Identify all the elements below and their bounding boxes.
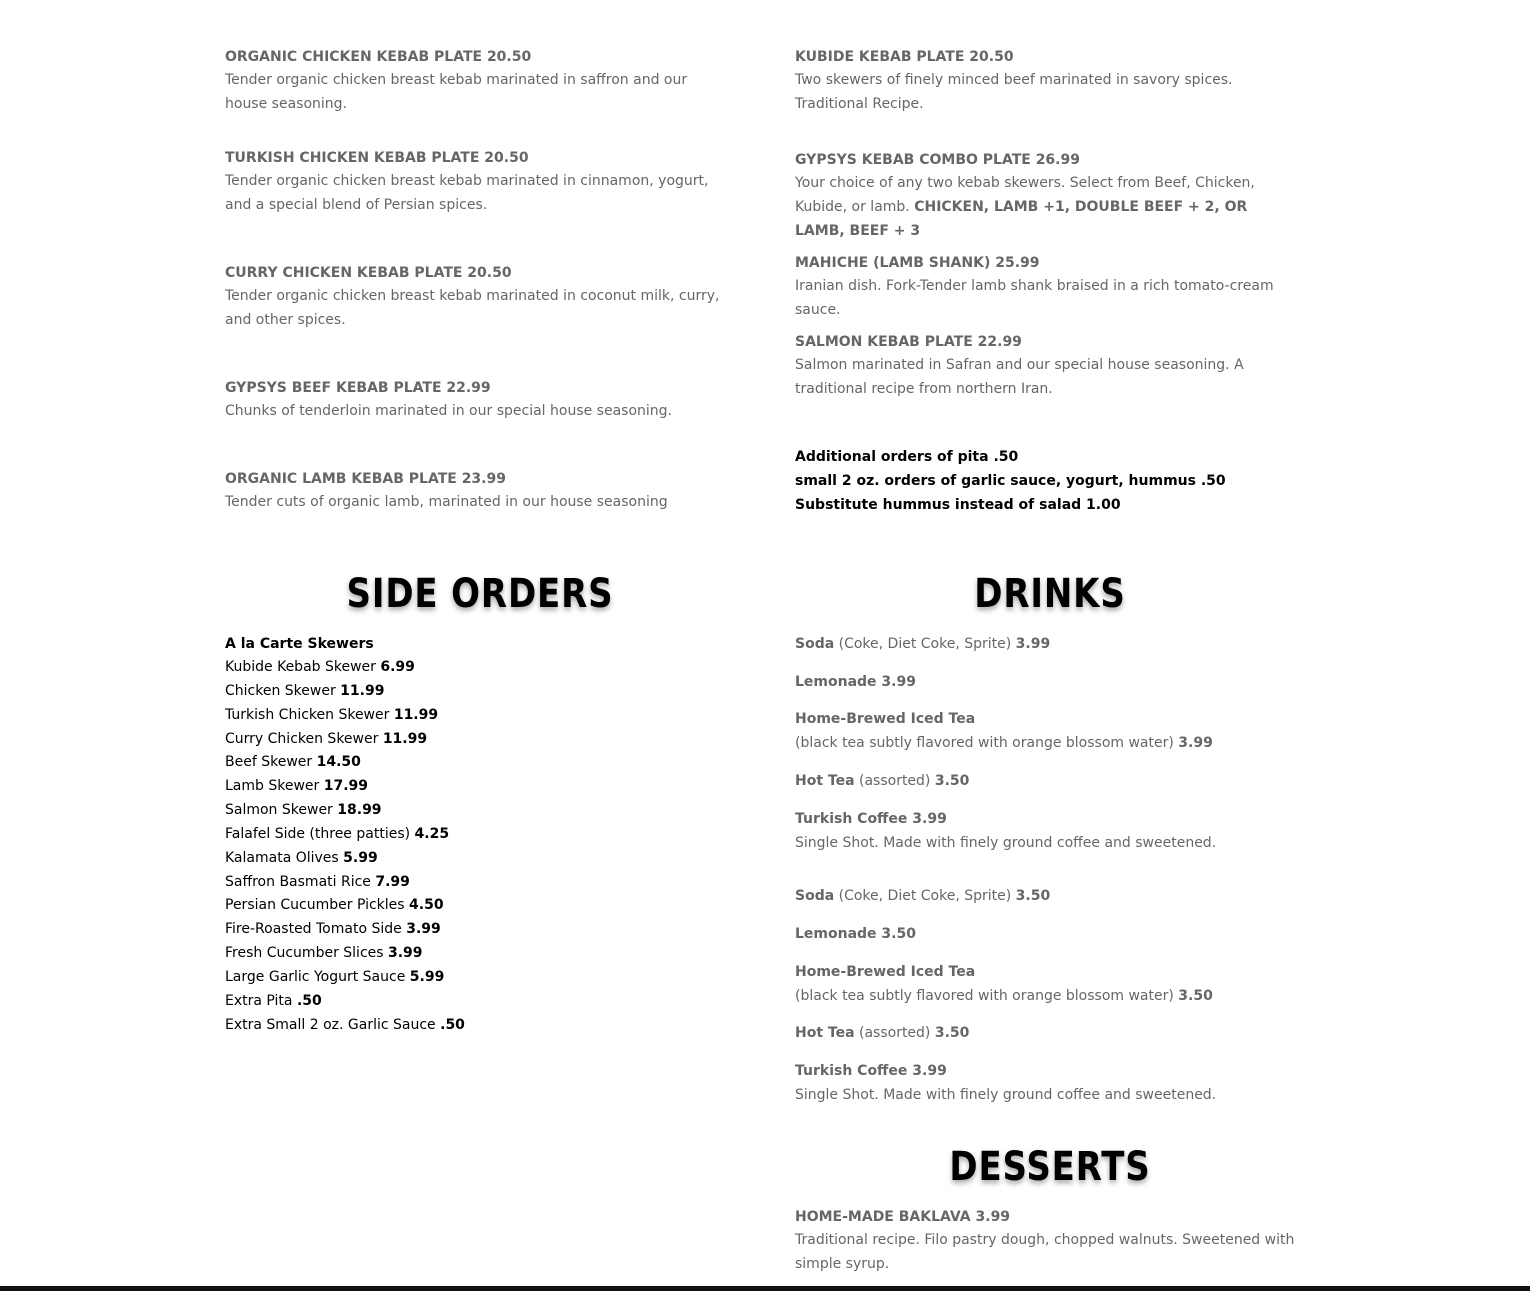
additional-notes (795, 445, 1295, 517)
item-name: Large Garlic Yogurt Sauce (225, 968, 410, 985)
list-item (225, 751, 725, 775)
item-price: .50 (296, 992, 322, 1009)
menu-item (795, 332, 1295, 401)
dish-description-text: Your choice of any two kebab skewers. Select from Beef, Chicken, Kubide, or lamb. (795, 175, 1255, 215)
item-price: 11.99 (393, 706, 439, 723)
item-price: 14.50 (316, 754, 361, 771)
drink-name: Lemonade 3.99 (795, 674, 916, 690)
dish-description: Tender organic chicken breast kebab marinated in saffron and our house seasoning. (225, 72, 688, 112)
list-item (225, 942, 725, 966)
list-item (225, 656, 725, 680)
drink-item (795, 1059, 1295, 1107)
drink-name: Hot Tea (795, 1025, 855, 1041)
list-item (225, 990, 725, 1014)
dessert-item (795, 1207, 1295, 1276)
item-name: Lamb Skewer (225, 778, 324, 795)
item-price: 11.99 (382, 730, 428, 747)
drink-item (795, 1021, 1295, 1045)
drink-name: Lemonade 3.50 (795, 926, 916, 942)
item-name: Salmon Skewer (225, 802, 338, 819)
menu-item (225, 47, 725, 116)
drink-price: 3.50 (1015, 888, 1051, 904)
dish-title: CURRY CHICKEN KEBAB PLATE 20.50 (225, 265, 512, 281)
item-price: .50 (440, 1016, 465, 1033)
drink-detail: (black tea subtly flavored with orange blossom water) (795, 988, 1179, 1004)
drink-price: 3.99 (1015, 636, 1051, 652)
dish-title: ORGANIC LAMB KEBAB PLATE 23.99 (225, 471, 506, 487)
list-item (225, 799, 725, 823)
drink-name: Soda (795, 636, 835, 652)
drink-item (795, 960, 1295, 1008)
drink-detail: Single Shot. Made with finely ground coffee and sweetened. (795, 835, 1217, 851)
item-name: Falafel Side (three patties) (225, 825, 415, 842)
item-name: Beef Skewer (225, 754, 317, 771)
item-name: Extra Small 2 oz. Garlic Sauce (225, 1016, 441, 1033)
drink-item (795, 632, 1295, 656)
list-item (225, 823, 725, 847)
drink-item (795, 670, 1295, 694)
list-item (225, 680, 725, 704)
item-name: Kubide Kebab Skewer (225, 659, 381, 675)
drink-detail: (Coke, Diet Coke, Sprite) (834, 636, 1016, 652)
dish-title: SALMON KEBAB PLATE 22.99 (795, 334, 1022, 350)
side-orders-heading: SIDE ORDERS (346, 571, 614, 617)
drinks-heading: DRINKS (974, 571, 1126, 617)
desserts-heading: DESSERTS (949, 1144, 1151, 1190)
drink-name: Home-Brewed Iced Tea (795, 711, 976, 727)
list-item (225, 1014, 725, 1038)
list-item (225, 847, 725, 871)
dish-description: Salmon marinated in Safran and our special house seasoning. A traditional recipe from northern Iran. (795, 357, 1244, 397)
dish-description (795, 171, 1295, 243)
list-item (225, 728, 725, 752)
menu-item (225, 378, 725, 423)
menu-item (225, 263, 725, 332)
item-name: Turkish Chicken Skewer (225, 706, 394, 723)
dish-title: TURKISH CHICKEN KEBAB PLATE 20.50 (225, 150, 529, 166)
drink-price: 3.50 (934, 1025, 970, 1041)
drink-item (795, 884, 1295, 908)
drink-item (795, 807, 1295, 855)
drink-item (795, 769, 1295, 793)
item-price: 18.99 (337, 802, 382, 819)
note-line: Additional orders of pita .50 (795, 449, 1019, 465)
side-orders-header: A la Carte Skewers (225, 636, 374, 652)
dish-title: GYPSYS BEEF KEBAB PLATE 22.99 (225, 380, 491, 396)
drink-item (795, 922, 1295, 946)
item-price: 7.99 (375, 873, 410, 890)
drink-detail: (assorted) (854, 1025, 935, 1041)
drink-price: 3.99 (1178, 735, 1213, 751)
item-name: Persian Cucumber Pickles (225, 897, 410, 914)
menu-item (795, 150, 1295, 243)
item-price: 17.99 (323, 778, 369, 795)
item-name: Kalamata Olives (225, 849, 344, 866)
combo-pricing: CHICKEN, LAMB +1, DOUBLE BEEF + 2, OR LAMB, BEEF + 3 (795, 199, 1248, 239)
item-price: 3.99 (406, 921, 441, 938)
drink-name: Turkish Coffee 3.99 (795, 1063, 947, 1079)
dish-description: Iranian dish. Fork-Tender lamb shank braised in a rich tomato-cream sauce. (795, 278, 1274, 318)
note-line: small 2 oz. orders of garlic sauce, yogurt, hummus .50 (795, 473, 1226, 489)
drink-detail: Single Shot. Made with finely ground coffee and sweetened. (795, 1087, 1217, 1103)
list-item (225, 704, 725, 728)
dish-title: GYPSYS KEBAB COMBO PLATE 26.99 (795, 152, 1080, 168)
drink-name: Home-Brewed Iced Tea (795, 964, 976, 980)
drink-item (795, 707, 1295, 755)
drink-name: Hot Tea (795, 773, 855, 789)
drink-name: Turkish Coffee 3.99 (795, 811, 947, 827)
item-price: 3.99 (388, 945, 423, 962)
item-name: Saffron Basmati Rice (225, 873, 376, 890)
list-item (225, 871, 725, 895)
drink-detail: (black tea subtly flavored with orange blossom water) (795, 735, 1179, 751)
item-name: Curry Chicken Skewer (225, 730, 383, 747)
menu-item (795, 47, 1295, 116)
list-item (225, 775, 725, 799)
dish-description: Tender cuts of organic lamb, marinated in our house seasoning (225, 494, 668, 510)
bottom-border (0, 1286, 1530, 1291)
item-name: Fresh Cucumber Slices (225, 945, 388, 962)
side-orders-list (225, 632, 725, 1038)
menu-item (225, 469, 725, 514)
dish-title: HOME-MADE BAKLAVA 3.99 (795, 1209, 1011, 1225)
list-item (225, 918, 725, 942)
menu-item (225, 148, 725, 217)
dish-description: Tender organic chicken breast kebab marinated in cinnamon, yogurt, and a special blend of Persian spices. (225, 173, 709, 213)
item-name: Fire-Roasted Tomato Side (225, 921, 407, 938)
dish-description: Two skewers of finely minced beef marinated in savory spices. Traditional Recipe. (795, 72, 1233, 112)
note-line: Substitute hummus instead of salad 1.00 (795, 497, 1121, 513)
dish-title: MAHICHE (LAMB SHANK) 25.99 (795, 255, 1040, 271)
drink-price: 3.50 (1178, 988, 1213, 1004)
dish-title: ORGANIC CHICKEN KEBAB PLATE 20.50 (225, 49, 532, 65)
drink-detail: (Coke, Diet Coke, Sprite) (834, 888, 1016, 904)
dish-description: Tender organic chicken breast kebab marinated in coconut milk, curry, and other spices. (225, 288, 720, 328)
drink-name: Soda (795, 888, 835, 904)
list-item (225, 966, 725, 990)
item-price: 5.99 (409, 968, 445, 985)
item-price: 6.99 (380, 659, 415, 675)
item-price: 5.99 (343, 849, 378, 866)
dish-title: KUBIDE KEBAB PLATE 20.50 (795, 49, 1014, 65)
item-price: 4.25 (414, 825, 450, 842)
list-item (225, 894, 725, 918)
item-name: Chicken Skewer (225, 682, 341, 699)
drink-price: 3.50 (934, 773, 970, 789)
dish-description: Traditional recipe. Filo pastry dough, chopped walnuts. Sweetened with simple syrup. (795, 1232, 1295, 1272)
drink-detail: (assorted) (854, 773, 935, 789)
item-price: 4.50 (409, 897, 444, 914)
menu-item (795, 253, 1295, 322)
dish-description: Chunks of tenderloin marinated in our special house seasoning. (225, 403, 672, 419)
item-name: Extra Pita (225, 992, 297, 1009)
item-price: 11.99 (340, 682, 385, 699)
